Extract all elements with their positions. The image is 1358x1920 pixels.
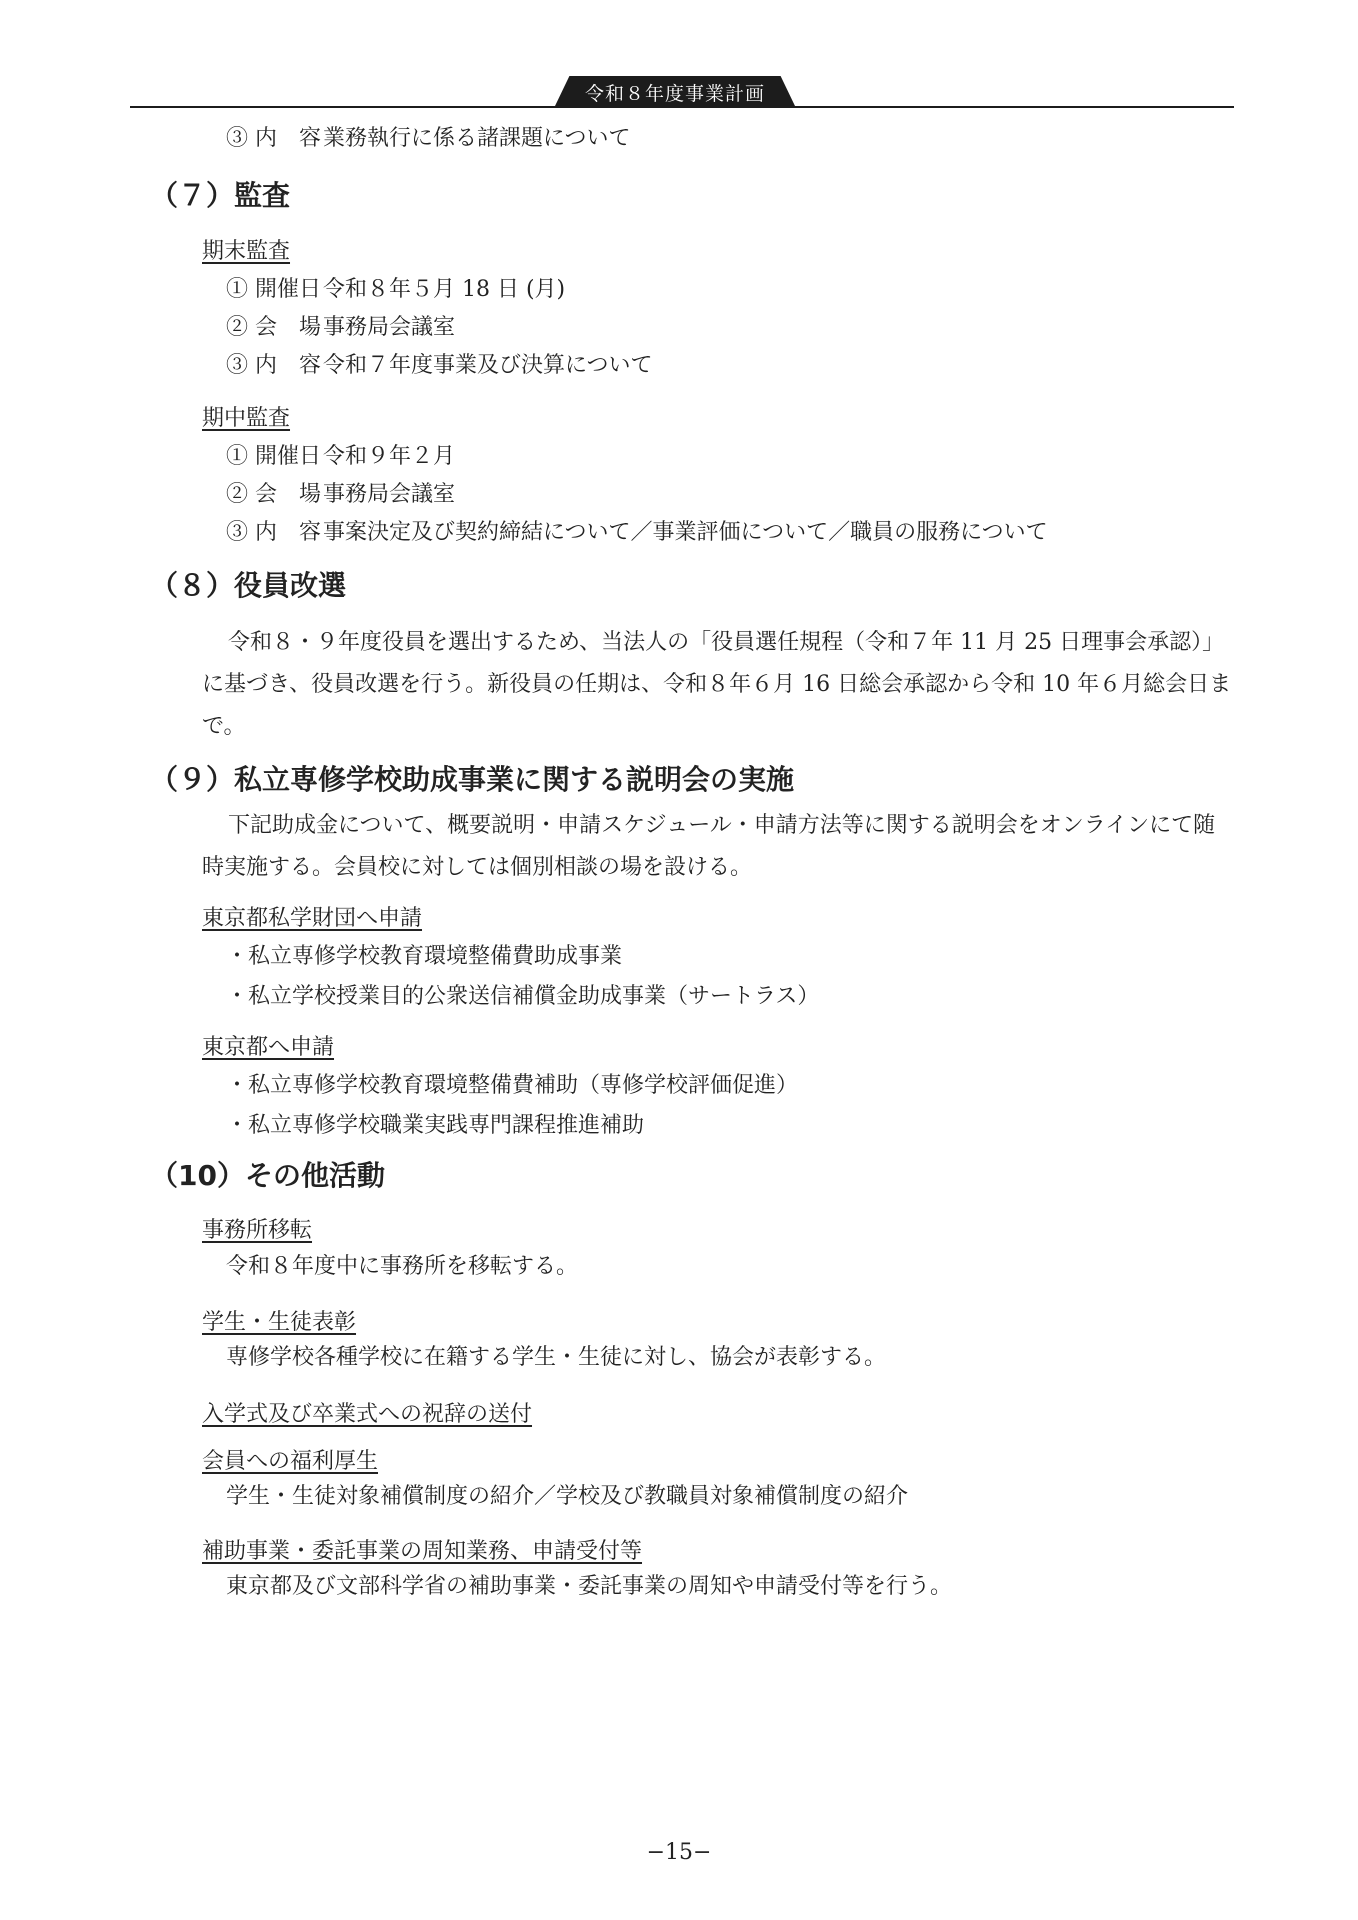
item-label: ① 開催日 bbox=[226, 444, 321, 469]
section-7-heading: （７）監査 bbox=[150, 179, 291, 212]
item-value: 令和７年度事業及び決算について bbox=[323, 353, 653, 378]
other-block-text: 専修学校各種学校に在籍する学生・生徒に対し、協会が表彰する。 bbox=[226, 1345, 887, 1370]
kichu-item bbox=[226, 480, 455, 510]
item-label: ③ 内 容 bbox=[226, 126, 321, 151]
other-block-text: 学生・生徒対象補償制度の紹介／学校及び教職員対象補償制度の紹介 bbox=[226, 1484, 909, 1509]
item-label: ③ 内 容 bbox=[226, 520, 321, 545]
other-block-title: 会員への福利厚生 bbox=[202, 1449, 379, 1474]
tokyo-item: ・私立専修学校教育環境整備費補助（専修学校評価促進） bbox=[226, 1073, 799, 1098]
kichu-title: 期中監査 bbox=[202, 406, 291, 431]
other-block-text: 東京都及び文部科学省の補助事業・委託事業の周知や申請受付等を行う。 bbox=[226, 1574, 953, 1599]
zaidan-item: ・私立学校授業目的公衆送信補償金助成事業（サートラス） bbox=[226, 984, 820, 1009]
tokyo-title: 東京都へ申請 bbox=[202, 1035, 335, 1060]
item-value: 令和９年２月 bbox=[323, 444, 456, 469]
kichu-item bbox=[226, 442, 455, 472]
header-title: 令和８年度事業計画 bbox=[584, 83, 765, 105]
kimatsu-item bbox=[226, 351, 653, 381]
kimatsu-title: 期末監査 bbox=[202, 239, 291, 264]
tokyo-item: ・私立専修学校職業実践専門課程推進補助 bbox=[226, 1113, 645, 1138]
item-label: ② 会 場 bbox=[226, 315, 321, 340]
item-value: 事案決定及び契約締結について／事業評価について／職員の服務について bbox=[323, 520, 1048, 545]
zaidan-item: ・私立専修学校教育環境整備費助成事業 bbox=[226, 944, 623, 969]
other-block-title: 事務所移転 bbox=[202, 1218, 313, 1243]
other-block-title: 学生・生徒表彰 bbox=[202, 1310, 357, 1335]
kimatsu-item bbox=[226, 313, 455, 343]
item-label: ② 会 場 bbox=[226, 482, 321, 507]
kimatsu-item bbox=[226, 275, 565, 305]
other-block-text: 令和８年度中に事務所を移転する。 bbox=[226, 1254, 579, 1279]
header-rule bbox=[130, 106, 1234, 108]
item-label: ① 開催日 bbox=[226, 277, 321, 302]
section-8-heading: （８）役員改選 bbox=[150, 569, 347, 602]
item-value: 業務執行に係る諸課題について bbox=[323, 126, 631, 151]
item-value: 事務局会議室 bbox=[323, 482, 456, 507]
item-value: 事務局会議室 bbox=[323, 315, 456, 340]
section-9-heading: （９）私立専修学校助成事業に関する説明会の実施 bbox=[150, 763, 795, 796]
page-number: −15− bbox=[646, 1840, 712, 1865]
item-label: ③ 内 容 bbox=[226, 353, 321, 378]
section-8-paragraph: 令和８・９年度役員を選出するため、当法人の「役員選任規程（令和７年 11 月 25 日理事会承認）」に基づき、役員改選を行う。新役員の任期は、令和８年６月 16 日総会承認から令和 10 年６月総会日まで。 bbox=[202, 630, 1232, 739]
other-block-title: 補助事業・委託事業の周知業務、申請受付等 bbox=[202, 1539, 643, 1564]
zaidan-title: 東京都私学財団へ申請 bbox=[202, 906, 423, 931]
other-block-title: 入学式及び卒業式への祝辞の送付 bbox=[202, 1402, 533, 1427]
item-value: 令和８年５月 18 日 (月) bbox=[323, 277, 566, 302]
kichu-item bbox=[226, 518, 1048, 548]
top-item bbox=[226, 124, 631, 154]
section-10-heading: （10）その他活動 bbox=[150, 1159, 385, 1192]
section-9-paragraph: 下記助成金について、概要説明・申請スケジュール・申請方法等に関する説明会をオンラインにて随時実施する。会員校に対しては個別相談の場を設ける。 bbox=[202, 813, 1216, 880]
